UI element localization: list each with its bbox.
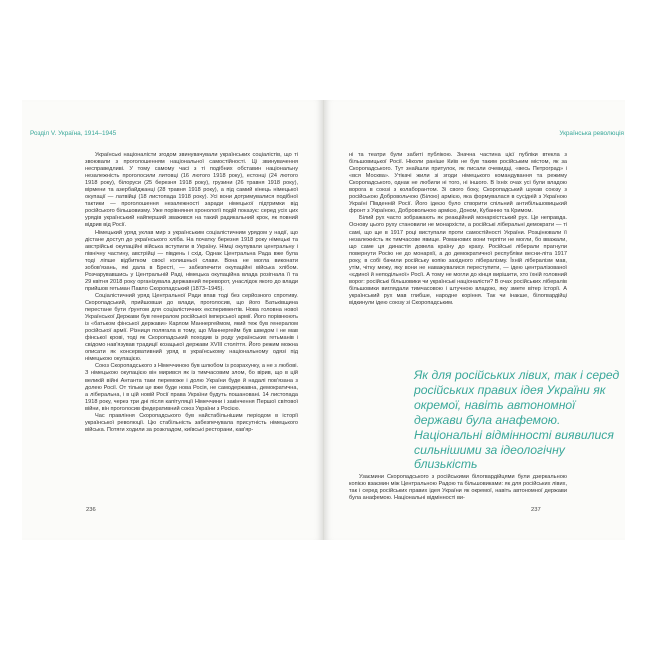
pull-quote-line: сильнішими за ідеологічну xyxy=(414,442,565,457)
pull-quote-line: і серед російських правих ідея xyxy=(414,368,620,397)
paragraph: Союз Скоропадського з Німеччиною був шлюбом із розрахунку, а не з любові. З німецькою окупацією він мирився як із тимчасовим злом, бо вірив, що в цій великій війні Антанта таки переможе і долю України буде й надалі пов'язана з долею Росії. От тільки це вже буде нова Росія, не самодержавна, демократична, а ліберальна, і в цій новій Росії права України будуть пошановані. 14 листопада 1918 року, через три дні після капітуляції Німеччини і закінчення Першої світової війни, він проголосив федеративний союз України з Росією. xyxy=(85,363,298,412)
paragraph: Узаємини Скоропадського з російськими білогвардійцями були дзеркальною копією взаємин між Центральною Радою та більшовиками: як для російських лівих, так і серед російських правих ідея України як окремої, навіть автономної держави була анафемою. Національні відмінності ви- xyxy=(349,474,567,502)
paragraph: Німецький уряд уклав мир з українським соціалістичним урядом у надії, що дістане доступ до українського хліба. На початку березня 1918 року німецькі та австрійські окупаційні війська вступили в Україну. Німці окупували центральну і північну частину, австрійці — південь і схід. Однак Центральна Рада вже була тоді ліпше відбитком своєї колишньої слави. Вона не могла виконати зобов'язань, які дала в Бресті, — забезпечити окупаційні війська хлібом. Розчарувавшись у Центральній Раді, німецька окупаційна влада розігнала її та 29 квітня 2018 року організувала державний переворот, унаслідок якого до влади прийшов гетьман Павло Скоропадський (1873–1945). xyxy=(85,229,298,292)
running-head-right: Українська революція xyxy=(559,130,624,137)
pull-quote-line: Національні відмінності виявилися xyxy=(414,427,614,442)
pull-quote-line: автономної держави була анафемою. xyxy=(414,397,575,427)
running-head-left: Розділ V. Україна, 1914–1945 xyxy=(30,130,117,137)
page-number-left: 236 xyxy=(86,507,96,513)
paragraph: Час правління Скоропадського був найстабільнішим періодом в історії української революції. Цю стабільність забезпечувала присутність німецького війська. Потяги ходили за розкладом, київські ресторани, кав'яр- xyxy=(85,412,298,433)
right-page-body-top xyxy=(349,152,567,307)
page-number-right: 237 xyxy=(531,507,541,513)
left-page-body xyxy=(85,152,298,434)
paragraph: ні та театри були забиті публікою. Значна частина цієї публіки втекла з більшовицької Росії. Ніколи раніше Київ не був таким російським містом, як за Скоропадського. Тут знайшли притулок, як писали очевидці, «весь Петроград» і «вся Москва». Утікачі жили зі згоди німецького командування та режиму Скоропадського, однак не любили ні того, ні іншого. В їхніх очах усі були владою ворога в союзі з колаборантом. Зі свого боку, Скоропадський шукав союзу з російською Добровольчою (Білою) армією, яка формувалася в сусідній з Україною Україні Південній Росії. Його ідеєю було створити спільний антибільшовицький фронт з Україною, Добровольчою армією, Доном, Кубанню та Кримом. xyxy=(349,152,567,215)
pull-quote-line: близькість xyxy=(414,457,478,472)
pull-quote-line: України як окремої, навіть xyxy=(414,382,606,412)
paragraph: Соціалістичний уряд Центральної Ради впав тоді без серйозного спротиву. Скоропадський, прийшовши до влади, проголосив, що його Батьківщина перестане бути ґрунтом для соціалістичних експериментів. Нова головна нової Української Держави був генералом російської імперської армії. Його порівнюють із «батьком фінської держави» Карлом Маннергеймом, який теж був генералом російської армії. Різниця полягала в тому, що Маннергейм був шведом і не мав фінської крові, тоді як Скоропадський походив із роду українських гетьманів і свідомо нав'язував традиції козацької держави XVIII століття. Його режим можна описати як консервативний уряд в українському національному одязі під німецькою окупацією. xyxy=(85,292,298,363)
paragraph: Українські націоналісти згодом звинувачували українських соціалістів, що ті звоювали з проголошенням національної самостійності. Ці звинувачення несправедливі. У тому самому часі з ті подібних обставин національну незалежність проголосили литовці (16 лютого 1918 року), естонці (24 лютого 1918 року), білоруси (25 березня 1918 року), грузини (26 травня 1918 року), вірмени та азербайджанці (28 травня 1918 року), а під самий кінець німецької окупації — латвійці (18 листопада 1918 року). Усі вони дотримувалися подібної тактики — проголошення незалежності заради німецької підтримки від російського більшовизму. Уже порівняння хронології подій показує: серед усіх цих урядів український найперший зважився на такий радикальний крок, як повний відрив від Росії. xyxy=(85,152,298,229)
right-page-body-bottom xyxy=(349,474,567,502)
pull-quote-line: Як для російських лівих, так xyxy=(414,368,581,382)
pull-quote xyxy=(414,368,624,472)
paragraph: Білий рух часто зображають як реакційний монархістський рух. Це неправда. Основу цього руху становили не монархісти, а російські ліберальні демократи — ті самі, що ще в 1917 році виступали проти самостійності України. Розцінювали її незалежність як тимчасове явище. Романових вони терпіти не могли, бо вважали, що саме ця династія довела країну до краху. Російські ліберали прагнули повернути Росію не до монархії, а до демократичної республіки весни-літа 1917 року, в собі бачили російську копію західного лібералізму. Їхній лібералізм мав, утім, чітку межу, яку вони не наважувалися переступити, — ідею централізованої «єдиної й неподільної» Росії. А тому не могли до кінця вирішити, хто їхній головний ворог: російські більшовики чи українські націоналісти? В очах російських лібералів більшовики виглядали тимчасовою і штучною владою, яку змете вітер історії. А український рух мав глибше, народне коріння. Так чи інакше, білогвардійці відкинули ідею союзу зі Скоропадським. xyxy=(349,215,567,306)
